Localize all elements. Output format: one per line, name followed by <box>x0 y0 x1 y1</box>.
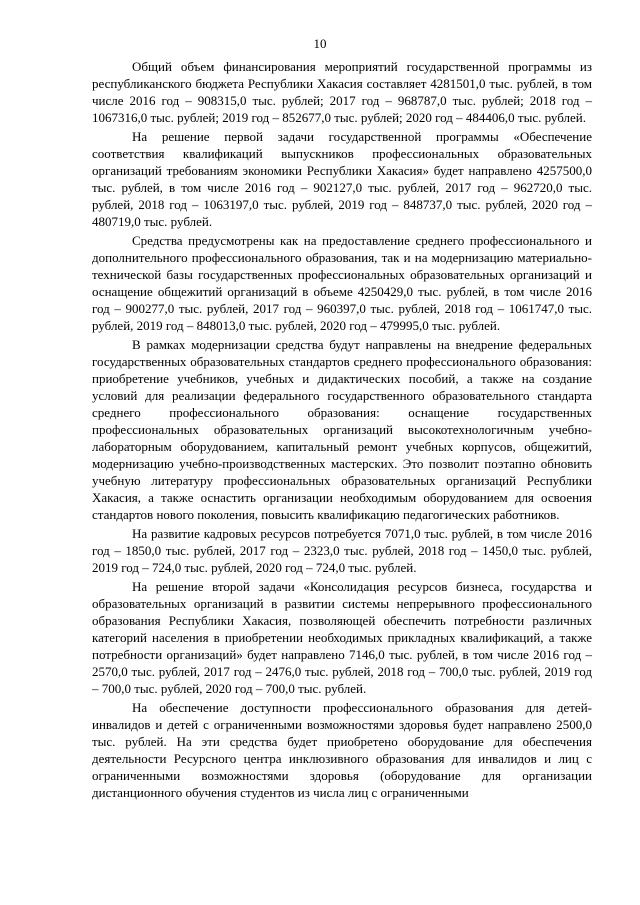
page-number: 10 <box>313 36 327 51</box>
paragraph-human-resources: На развитие кадровых ресурсов потребуется 7071,0 тыс. рублей, в том числе 2016 год – 1850,0 тыс. рублей, 2017 год – 2323,0 тыс. рублей, 2018 год – 1450,0 тыс. рублей, 2019 год – 724,0 тыс. рублей, 2020 год – 724,0 тыс. рублей. <box>92 526 592 575</box>
document-body <box>92 58 592 803</box>
paragraph-first-task: На решение первой задачи государственной программы «Обеспечение соответствия квалификаций выпускников профессиональных образовательных организаций требованиям экономики Республики Хакасия» будет направлено 4257500,0 тыс. рублей, в том числе 2016 год – 902127,0 тыс. рублей, 2017 год – 962720,0 тыс. рублей, 2018 год – 1063197,0 тыс. рублей, 2019 год – 848737,0 тыс. рублей, 2020 год – 480719,0 тыс. рублей. <box>92 129 592 229</box>
paragraph-modernization: В рамках модернизации средства будут направлены на внедрение федеральных государственных образовательных стандартов среднего профессионального образования: приобретение учебников, учебных и дидактических пособий, а также на создание условий для реализации федерального государственного образовательного стандарта среднего профессионального образования: оснащение государственных профессиональных образовательных организаций высокотехнологичным учебно-лабораторным оборудованием, капитальный ремонт учебных корпусов, общежитий, модернизацию учебно-производственных мастерских. Это позволит поэтапно обновить учебную литературу профессиональных образовательных организаций Республики Хакасия, а также оснастить организации необходимым оборудованием для освоения стандартов нового поколения, повысить квалификацию педагогических работников. <box>92 337 592 522</box>
paragraph-funds-provided: Средства предусмотрены как на предоставление среднего профессионального и дополнительного профессионального образования, так и на модернизацию материально-технической базы государственных профессиональных образовательных организаций и оснащение общежитий организаций в объеме 4250429,0 тыс. рублей, в том числе 2016 год – 900277,0 тыс. рублей, 2017 год – 960397,0 тыс. рублей, 2018 год – 1061747,0 тыс. рублей, 2019 год – 848013,0 тыс. рублей, 2020 год – 479995,0 тыс. рублей. <box>92 233 592 333</box>
paragraph-total-funding: Общий объем финансирования мероприятий государственной программы из республиканского бюджета Республики Хакасия составляет 4281501,0 тыс. рублей, в том числе 2016 год – 908315,0 тыс. рублей; 2017 год – 968787,0 тыс. рублей; 2018 год – 1067316,0 тыс. рублей; 2019 год – 852677,0 тыс. рублей; 2020 год – 484406,0 тыс. рублей. <box>92 59 592 125</box>
paragraph-accessibility: На обеспечение доступности профессионального образования для детей-инвалидов и детей с ограниченными возможностями здоровья будет направлено 2500,0 тыс. рублей. На эти средства будет приобретено оборудование для обеспечения деятельности Ресурсного центра инклюзивного образования для инвалидов и лиц с ограниченными возможностями здоровья (оборудование для организации дистанционного обучения студентов из числа лиц с ограниченными <box>92 700 592 800</box>
paragraph-second-task: На решение второй задачи «Консолидация ресурсов бизнеса, государства и образовательных организаций в развитии системы непрерывного профессионального образования Республики Хакасия, позволяющей обеспечить потребности различных категорий населения в приобретении необходимых прикладных квалификаций, а также потребности организаций» будет направлено 7146,0 тыс. рублей, в том числе 2016 год – 2570,0 тыс. рублей, 2017 год – 2476,0 тыс. рублей, 2018 год – 700,0 тыс. рублей, 2019 год – 700,0 тыс. рублей, 2020 год – 700,0 тыс. рублей. <box>92 579 592 696</box>
